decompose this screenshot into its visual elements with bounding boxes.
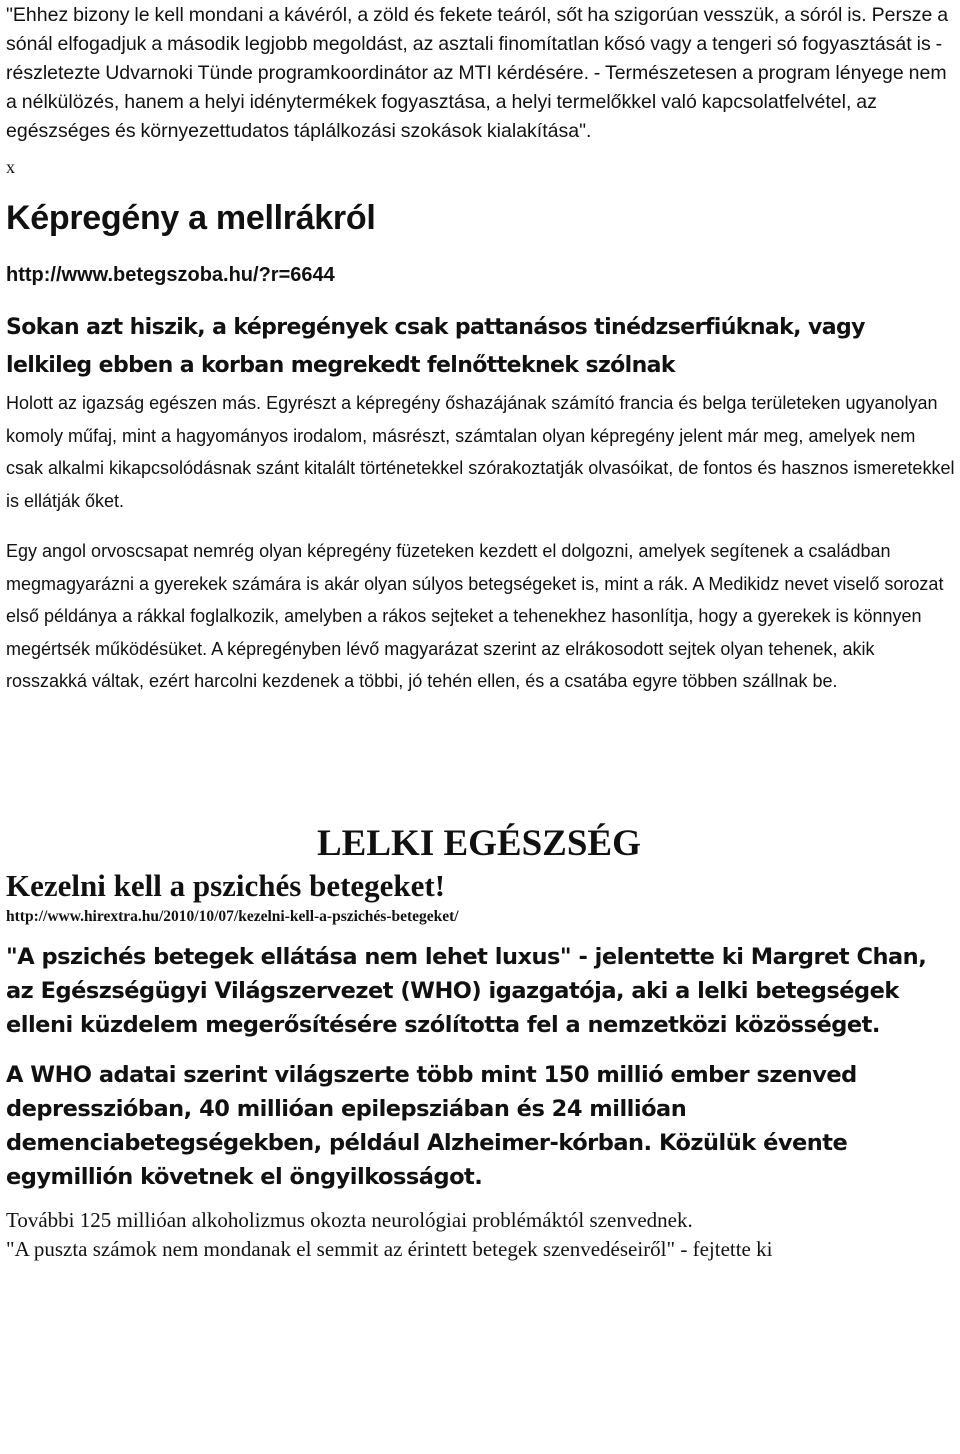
comic-article-url: http://www.betegszoba.hu/?r=6644 (6, 264, 335, 286)
body-line-2: "A puszta számok nem mondanak el semmit az érintett betegek szenvedéseiről" - fejtette ki (6, 1236, 773, 1261)
comic-article-title: Képregény a mellrákról (6, 199, 376, 237)
mental-health-article-body (6, 1206, 956, 1264)
intro-paragraph: "Ehhez bizony le kell mondani a kávéról, a zöld és fekete teáról, sőt ha szigorúan vesszük, a sóról is. Persze a sónál elfogadjuk a második legjobb megoldást, az asztali finomítatlan kősó vagy a tengeri só fogyasztását is - részletezte Udvarnoki Tünde programkoordinátor az MTI kérdésére. - Természetesen a program lényege nem a nélkülözés, hanem a helyi idénytermékek fogyasztása, a helyi termelőkkel való kapcsolatfelvétel, az egészséges és környezettudatos táplálkozási szokások kialakítása". (6, 4, 949, 142)
comic-article-lead: Sokan azt hiszik, a képregények csak pattanásos tinédzserfiúknak, vagy lelkileg ebben a korban megrekedt felnőtteknek szólnak (6, 315, 865, 378)
mental-health-article-lead-1: "A pszichés betegek ellátása nem lehet luxus" - jelentette ki Margret Chan, az Egészségügyi Világszervezet (WHO) igazgatója, aki a lelki betegségek elleni küzdelem megerősítésére szólította fel a nemzetközi közösséget. (6, 943, 927, 1038)
mental-health-article-lead-2: A WHO adatai szerint világszerte több mint 150 millió ember szenved depresszióban, 40 millióan epilepsziában és 24 millióan demenciabetegségekben, például Alzheimer-kórban. Közülük évente egymillión követnek el öngyilkosságot. (6, 1061, 857, 1190)
body-line-1: További 125 millióan alkoholizmus okozta neurológiai problémáktól szenvednek. (6, 1207, 693, 1232)
mental-health-article-title: Kezelni kell a pszichés betegeket! (6, 867, 446, 903)
comic-article-paragraph-2: Egy angol orvoscsapat nemrég olyan képregény füzeteken kezdett el dolgozni, amelyek segítenek a családban megmagyarázni a gyerekek számára is akár olyan súlyos betegségeket is, mint a rák. A Medikidz nevet viselő sorozat első példánya a rákkal foglalkozik, amelyben a rákos sejteket a tehenekhez hasonlítja, hogy a gyerekek is könnyen megértsék működésüket. A képregényben lévő magyarázat szerint az elrákosodott sejtek olyan tehenek, akik rosszakká váltak, ezért harcolni kezdenek a többi, jó tehén ellen, és a csatába egyre többen szállnak be. (6, 541, 944, 691)
mental-health-article-url: http://www.hirextra.hu/2010/10/07/kezelni-kell-a-pszichés-betegeket/ (6, 907, 459, 925)
document-page (6, 0, 956, 1264)
comic-article-paragraph-1: Holott az igazság egészen más. Egyrészt a képregény őshazájának számító francia és belga területeken ugyanolyan komoly műfaj, mint a hagyományos irodalom, másrészt, számtalan olyan képregény jelent már meg, amelyek nem csak alkalmi kikapcsolódásnak szánt kitalált történetekkel szórakoztatják olvasóikat, de fontos és hasznos ismeretekkel is ellátják őket. (6, 393, 955, 511)
section-marker: x (6, 157, 15, 177)
section-heading: LELKI EGÉSZSÉG (317, 822, 641, 864)
